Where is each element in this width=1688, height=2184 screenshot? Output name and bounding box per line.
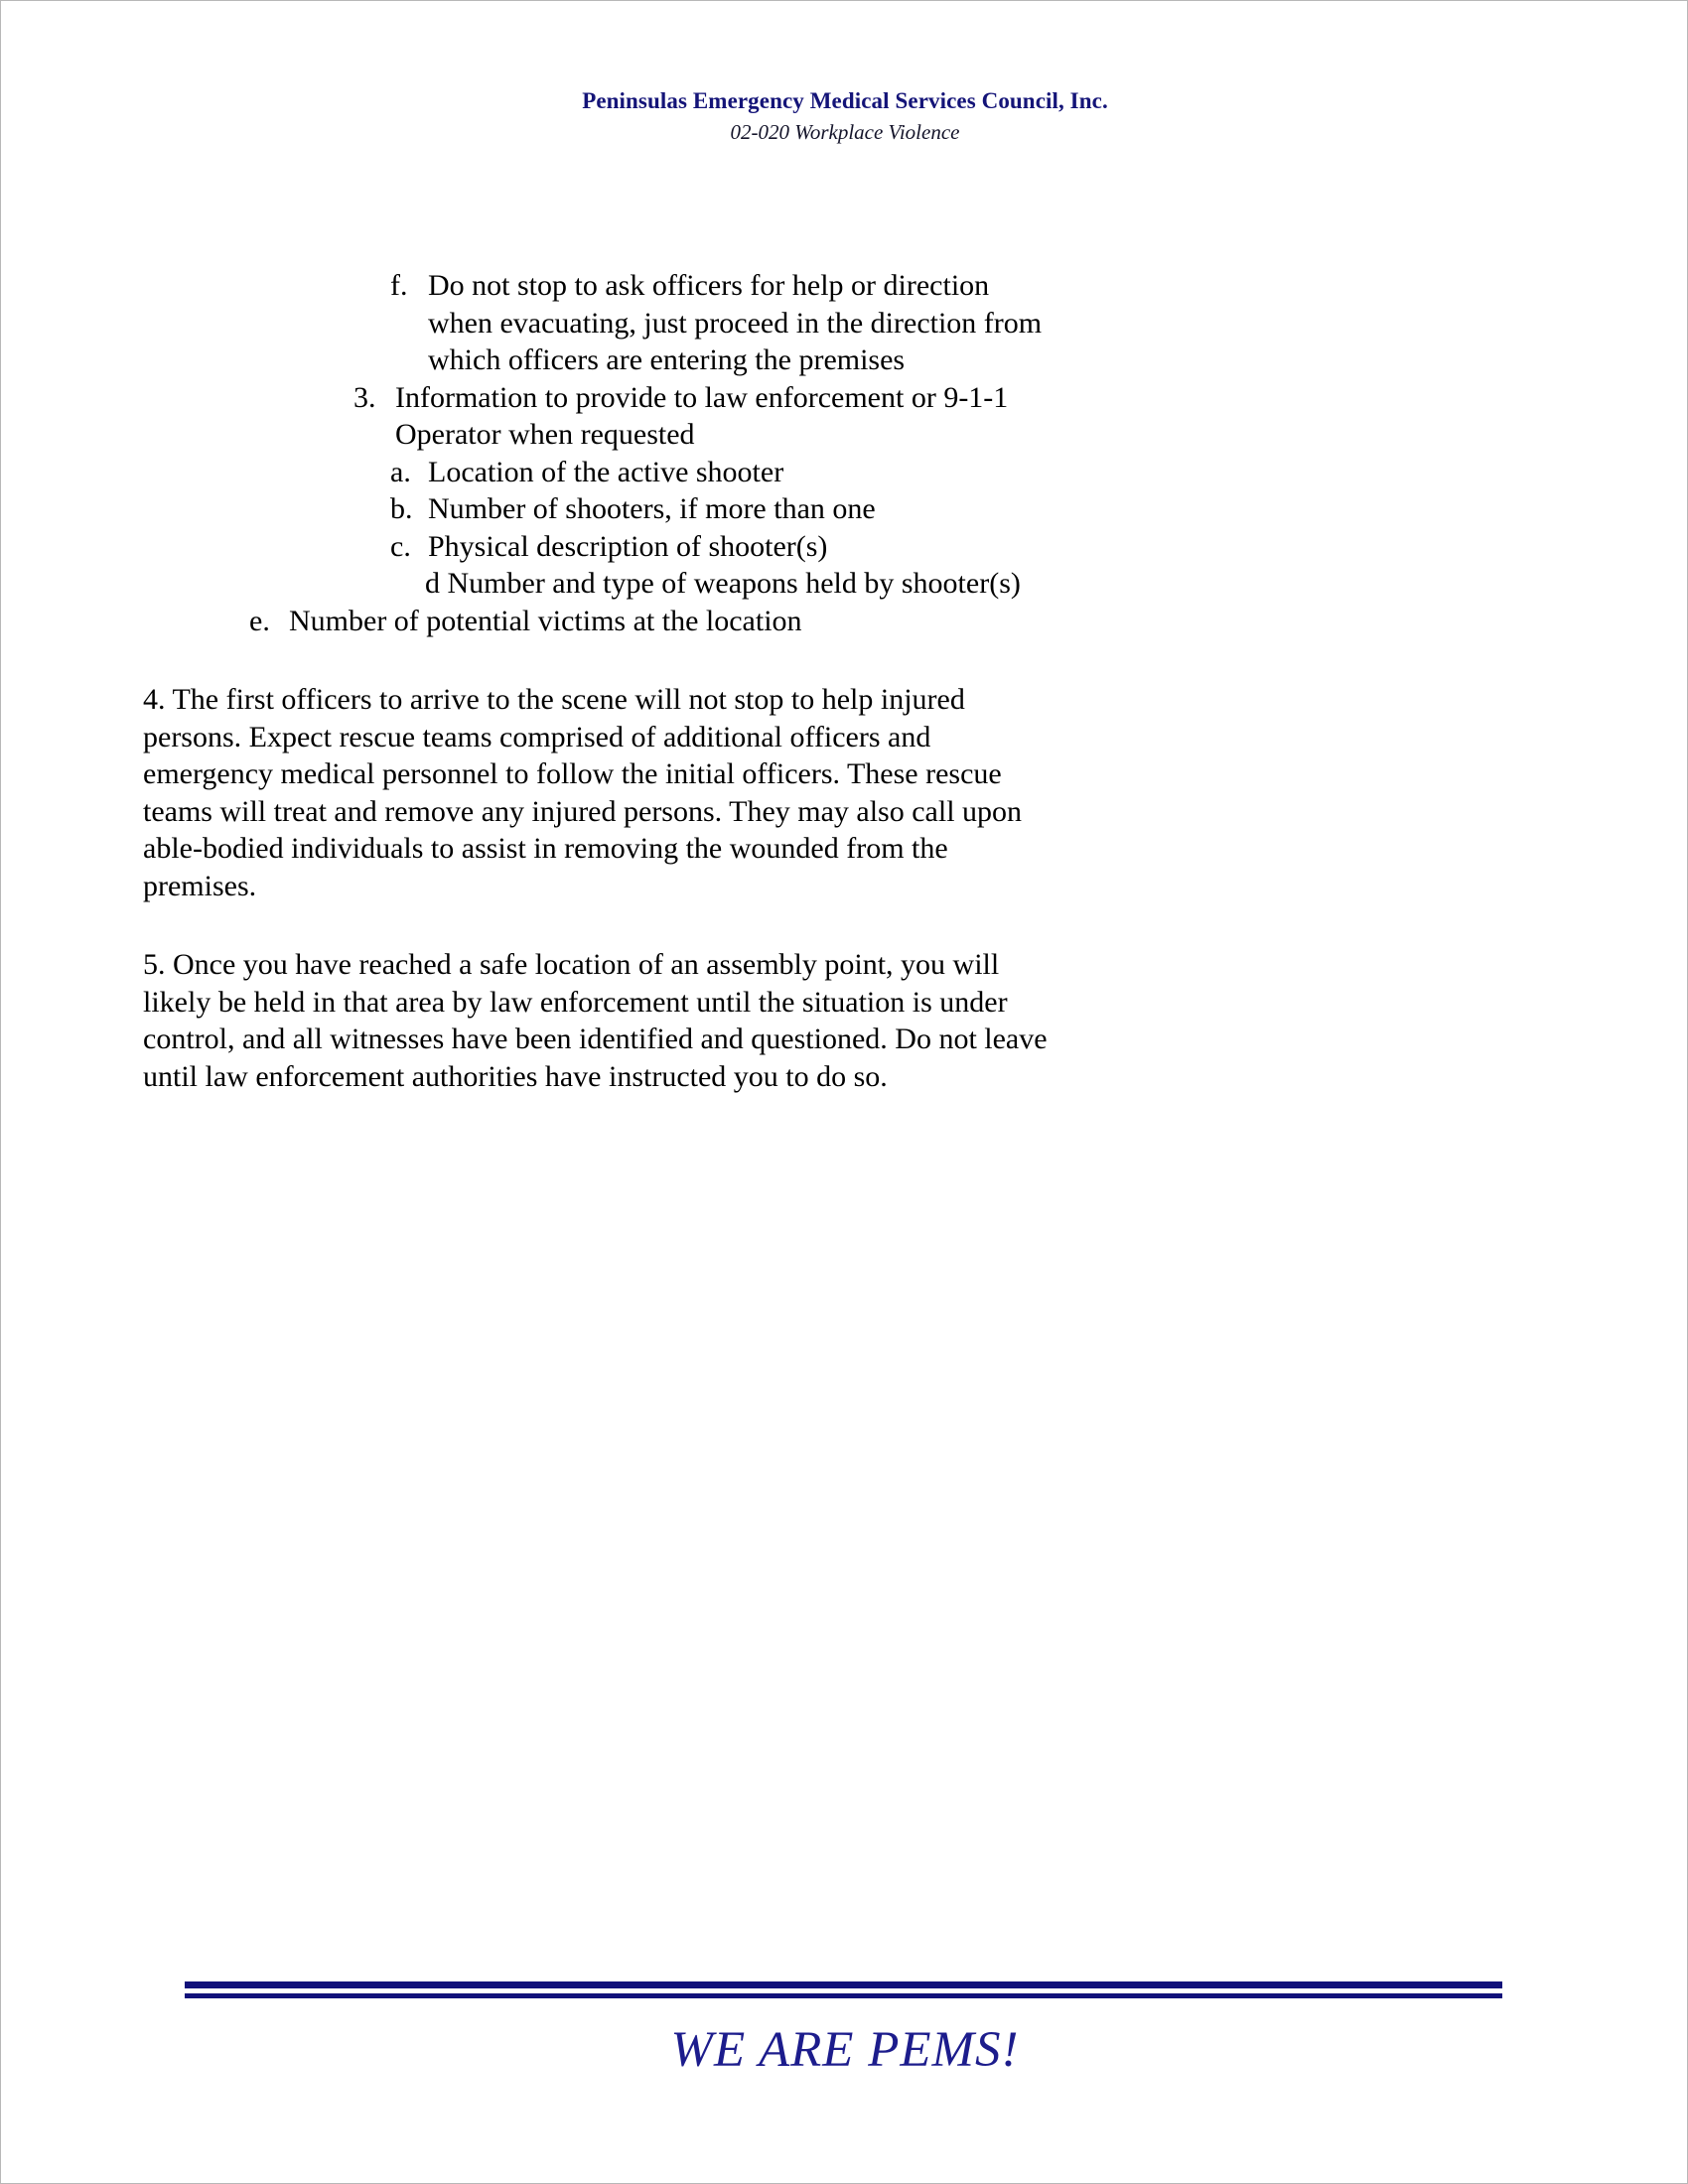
footer-double-rule — [185, 1981, 1502, 1998]
list-item-marker: a. — [390, 455, 411, 488]
footer-rule-thin — [185, 1993, 1502, 1998]
footer-rule-thick — [185, 1981, 1502, 1988]
document-subtitle: 02-020 Workplace Violence — [730, 120, 960, 145]
list-item — [390, 490, 1065, 528]
list-item — [353, 379, 1039, 454]
list-item-marker: c. — [390, 529, 411, 563]
paragraph-5: 5. Once you have reached a safe location of an assembly point, you will likely be held in that area by law enforcement until the situation is under control, and all witnesses have been identified and questioned. Do not leave until law enforcement authorities have instructed you to do so. — [143, 948, 1048, 1093]
footer-slogan: WE ARE PEMS! — [670, 2022, 1020, 2078]
list-item-label: Location of the active shooter — [428, 455, 784, 488]
list-item-label: Do not stop to ask officers for help or direction when evacuating, just proceed in the direction from which officers are entering the premises — [428, 269, 1043, 376]
list-item — [425, 565, 1080, 603]
list-item-label: d Number and type of weapons held by shooter(s) — [425, 567, 1021, 600]
list-item-marker: b. — [390, 492, 413, 525]
list-item-marker: e. — [249, 604, 270, 637]
list-item-label: Number of shooters, if more than one — [428, 492, 876, 525]
list-item-marker: 3. — [353, 380, 376, 414]
list-item — [249, 603, 1004, 640]
list-item — [390, 528, 1065, 566]
list-item — [390, 454, 1065, 491]
document-header — [1, 88, 1688, 145]
document-body — [1, 267, 1688, 1125]
nested-list — [1, 267, 1688, 639]
list-item-marker: f. — [390, 269, 408, 302]
list-item-label: Number of potential victims at the location — [289, 604, 802, 637]
organization-name: Peninsulas Emergency Medical Services Council, Inc. — [582, 88, 1108, 113]
list-item-label: Physical description of shooter(s) — [428, 529, 828, 563]
paragraph-4: 4. The first officers to arrive to the scene will not stop to help injured persons. Expect rescue teams comprised of additional officers and emergency medical personnel to follow the initial officers. These rescue teams will treat and remove any injured persons. They may also call upon able-bodied individuals to assist in removing the wounded from the premises. — [143, 683, 1023, 902]
list-item-label: Information to provide to law enforcement or 9-1-1 Operator when requested — [395, 380, 1009, 451]
list-item — [390, 267, 1057, 379]
